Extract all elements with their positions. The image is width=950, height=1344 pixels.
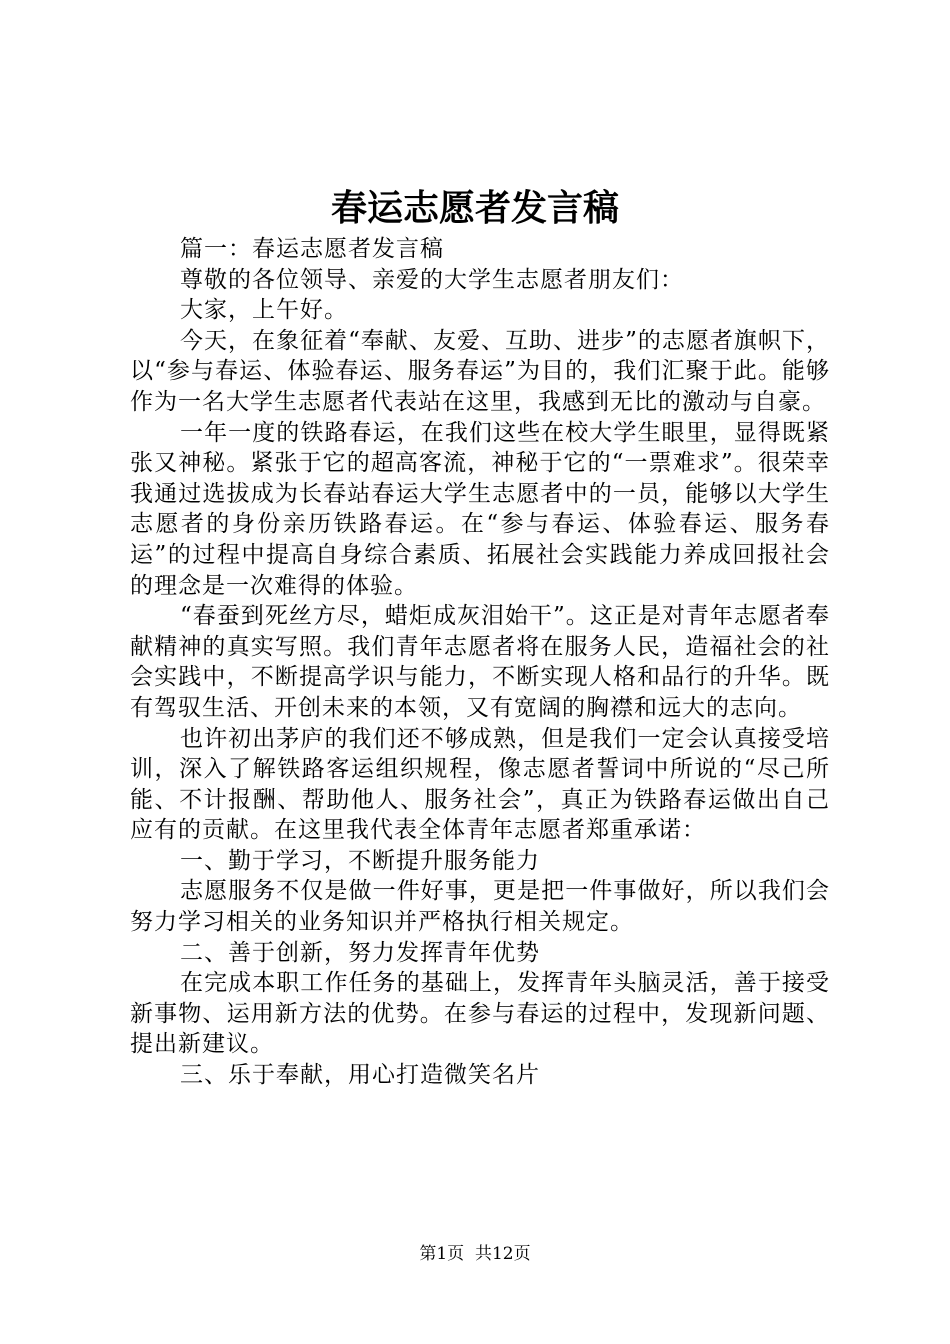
paragraph: 志愿服务不仅是做一件好事，更是把一件事做好，所以我们会努力学习相关的业务知识并严格执行相关规定。 [130, 878, 830, 936]
paragraph: 大家，上午好。 [180, 297, 348, 324]
document-body [130, 234, 830, 1091]
document-title: 春运志愿者发言稿 [330, 187, 619, 229]
paragraph: 二、善于创新，努力发挥青年优势 [180, 939, 540, 966]
paragraph: 在完成本职工作任务的基础上，发挥青年头脑灵活，善于接受新事物、运用新方法的优势。在参与春运的过程中，发现新问题、提出新建议。 [130, 970, 830, 1058]
paragraph: 一、勤于学习，不断提升服务能力 [180, 847, 540, 874]
paragraph: 一年一度的铁路春运，在我们这些在校大学生眼里，显得既紧张又神秘。紧张于它的超高客流，神秘于它的“一票难求”。很荣幸我通过选拔成为长春站春运大学生志愿者中的一员，能够以大学生志愿者的身份亲历铁路春运。在“参与春运、体验春运、服务春运”的过程中提高自身综合素质、拓展社会实践能力养成回报社会的理念是一次难得的体验。 [130, 419, 830, 599]
paragraph: “春蚕到死丝方尽，蜡炬成灰泪始干”。这正是对青年志愿者奉献精神的真实写照。我们青年志愿者将在服务人民，造福社会的社会实践中，不断提高学识与能力，不断实现人格和品行的升华。既有驾驭生活、开创未来的本领，又有宽阔的胸襟和远大的志向。 [130, 603, 830, 721]
paragraph: 篇一：春运志愿者发言稿 [180, 236, 444, 262]
paragraph: 也许初出茅庐的我们还不够成熟，但是我们一定会认真接受培训，深入了解铁路客运组织规程，像志愿者誓词中所说的“尽己所能、不计报酬、帮助他人、服务社会”，真正为铁路春运做出自己应有的贡献。在这里我代表全体青年志愿者郑重承诺： [130, 725, 830, 844]
paragraph: 尊敬的各位领导、亲爱的大学生志愿者朋友们： [180, 266, 684, 293]
paragraph: 今天，在象征着“奉献、友爱、互助、进步”的志愿者旗帜下，以“参与春运、体验春运、服务春运”为目的，我们汇聚于此。能够作为一名大学生志愿者代表站在这里，我感到无比的激动与自豪。 [130, 327, 830, 415]
page-footer [0, 1242, 950, 1266]
paragraph: 三、乐于奉献，用心打造微笑名片 [180, 1062, 540, 1089]
page-number: 第1页 共12页 [419, 1244, 531, 1264]
